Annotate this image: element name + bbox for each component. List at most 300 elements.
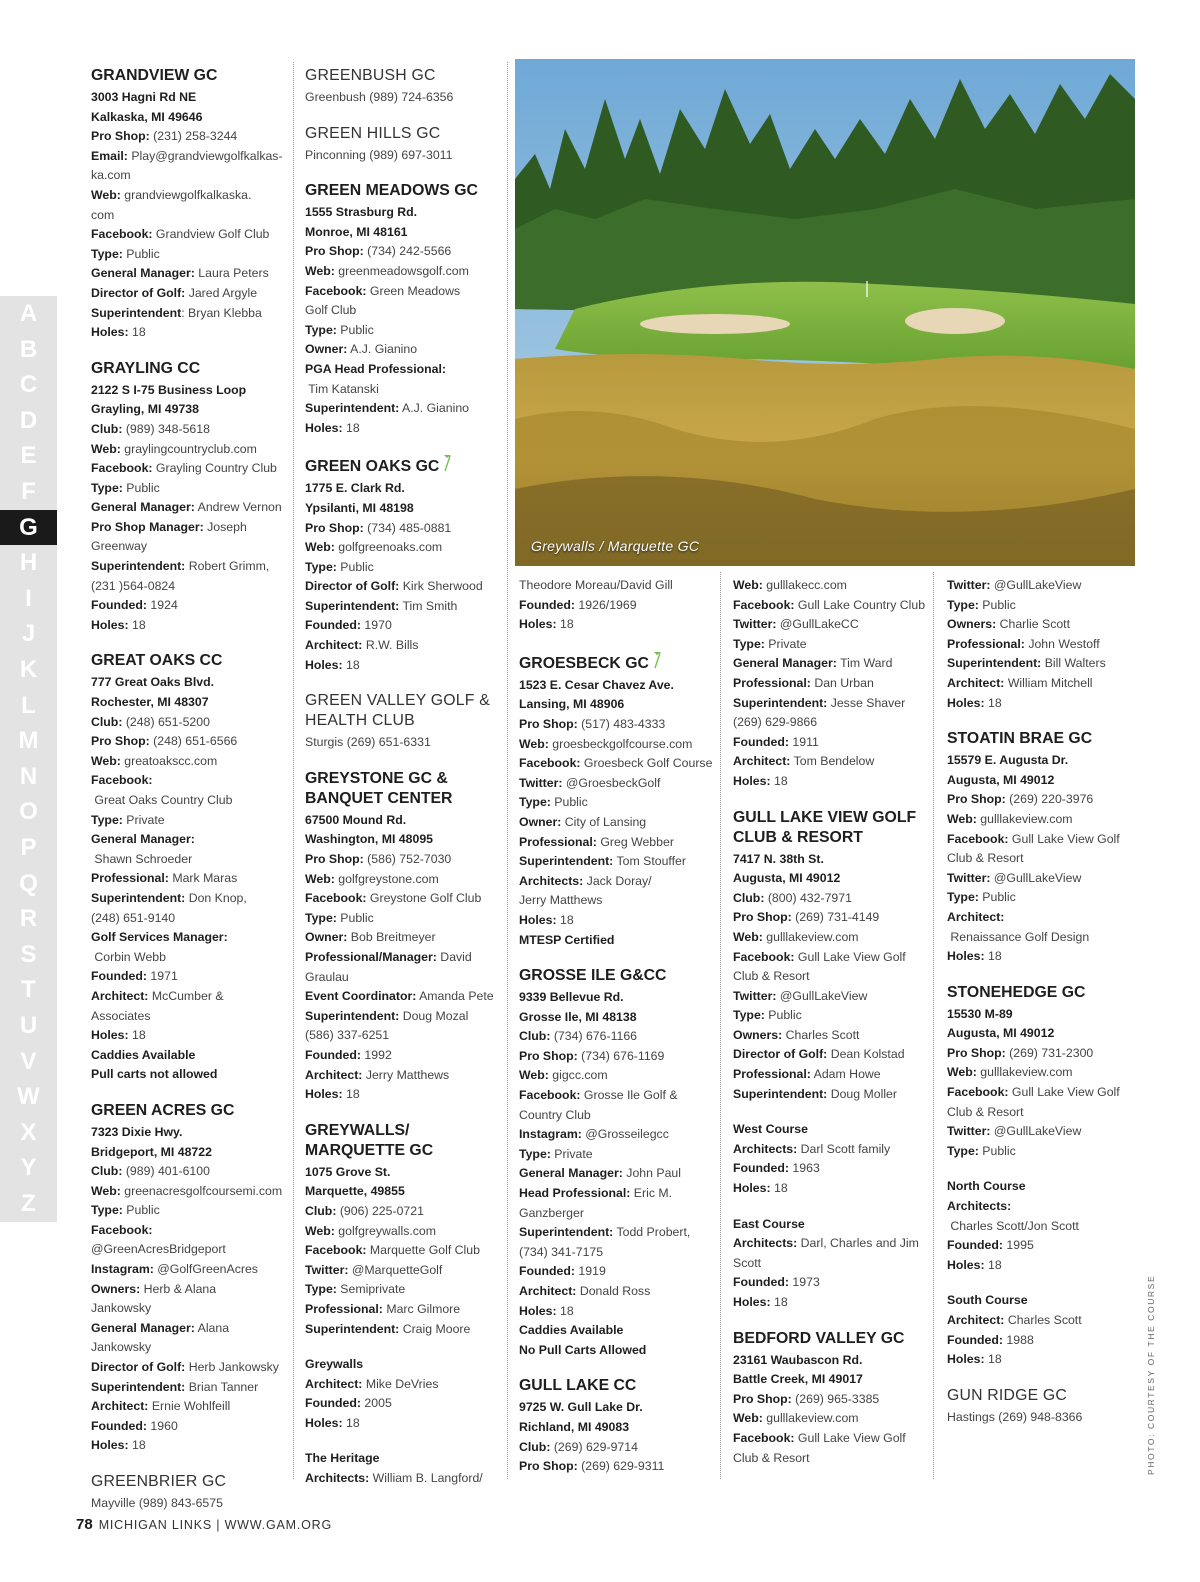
- field-value: 1911: [789, 734, 819, 749]
- alpha-letter-k: K: [19, 656, 38, 683]
- listing-field: [305, 636, 500, 656]
- field-value: Semiprivate: [336, 1282, 406, 1297]
- listing-field: [91, 869, 286, 889]
- course-listing: [305, 1121, 500, 1489]
- field-label: Type:: [947, 597, 979, 612]
- listing-detail: Lansing, MI 48906: [519, 697, 625, 712]
- course-name-text: GREEN OAKS GC: [305, 458, 440, 476]
- alpha-letter-z: Z: [21, 1190, 36, 1217]
- listing-field: [91, 440, 286, 460]
- publication-name: MICHIGAN LINKS | WWW.GAM.ORG: [98, 1518, 332, 1532]
- field-label: Founded:: [91, 598, 148, 613]
- field-label: Holes:: [91, 1438, 129, 1453]
- listing-field: [519, 1164, 714, 1184]
- listing-column-1: [91, 66, 286, 1530]
- field-value: @Grosseilegcc: [581, 1127, 669, 1142]
- field-label: Holes:: [947, 949, 985, 964]
- column-divider: [720, 572, 721, 1479]
- course-name: [305, 1121, 500, 1161]
- listing-detail: No Pull Carts Allowed: [519, 1342, 647, 1357]
- field-label: Founded:: [305, 618, 362, 633]
- field-value: 1992: [361, 1047, 392, 1062]
- listing-detail: 15579 E. Augusta Dr.: [947, 753, 1069, 768]
- field-label: Pro Shop:: [305, 852, 364, 867]
- field-value: 1971: [147, 969, 178, 984]
- course-listing: [947, 729, 1142, 967]
- field-label: Club:: [305, 1203, 337, 1218]
- listing-field: [305, 1414, 500, 1434]
- field-label: Twitter:: [519, 775, 563, 790]
- listing-field: [947, 576, 1142, 596]
- listing-detail: Augusta, MI 49012: [947, 772, 1055, 787]
- field-value: Public: [336, 322, 374, 337]
- field-value: (989) 348-5618: [122, 421, 210, 436]
- listing-field: [91, 928, 286, 967]
- field-value: @GullLakeView: [776, 988, 868, 1003]
- listing-field: [305, 1241, 500, 1261]
- field-value: greenacresgolfcoursemi.com: [120, 1183, 283, 1198]
- field-value: Private: [550, 1146, 593, 1161]
- listing-field: [91, 323, 286, 343]
- listing-field: [733, 576, 928, 596]
- listing-detail: Mayville (989) 843-6575: [91, 1496, 223, 1510]
- course-name-text: BEDFORD VALLEY GC: [733, 1329, 905, 1347]
- listing-detail: Washington, MI 48095: [305, 832, 434, 847]
- listing-detail: Kalkaska, MI 49646: [91, 109, 203, 124]
- listing-field: [733, 615, 928, 635]
- field-label: Superintendent:: [519, 1225, 614, 1240]
- field-value: (269) 629-9714: [550, 1439, 638, 1454]
- field-label: Facebook:: [305, 283, 367, 298]
- course-name-text: GUN RIDGE GC: [947, 1386, 1068, 1404]
- field-value: Bob Breitmeyer: [347, 930, 436, 945]
- listing-field: [519, 1047, 714, 1067]
- listing-field: [305, 282, 500, 302]
- field-label: Superintendent:: [305, 598, 400, 613]
- listing-column-4: [733, 576, 928, 1484]
- field-label: Architect:: [305, 1376, 363, 1391]
- field-label: Web:: [91, 753, 121, 768]
- listing-detail: Battle Creek, MI 49017: [733, 1372, 863, 1387]
- field-value: Andrew Vernon: [194, 500, 282, 515]
- field-value: Grandview Golf Club: [152, 227, 270, 242]
- listing-detail: Sturgis (269) 651-6331: [305, 735, 431, 750]
- listing-field: [91, 225, 286, 245]
- column-divider: [933, 572, 934, 1479]
- field-label: Director of Golf:: [733, 1047, 828, 1062]
- field-value: gulllakeview.com: [762, 929, 859, 944]
- field-label: Event Coordinator:: [305, 989, 417, 1004]
- listing-detail: Country Club: [519, 1107, 591, 1122]
- field-label: Facebook:: [305, 891, 367, 906]
- listing-field: [947, 654, 1142, 674]
- field-label: Holes:: [305, 1087, 343, 1102]
- field-label: Superintendent:: [733, 695, 828, 710]
- field-label: Founded:: [947, 1238, 1004, 1253]
- field-value: gulllakecc.com: [762, 578, 847, 592]
- course-name: [519, 966, 714, 986]
- listing-detail: Pull carts not allowed: [91, 1067, 218, 1082]
- field-value: Public: [336, 559, 374, 574]
- listing-field: [519, 833, 714, 853]
- course-name: [91, 1101, 286, 1121]
- field-value: gigcc.com: [548, 1068, 608, 1083]
- page-number: 78: [76, 1516, 93, 1533]
- field-label: Pro Shop:: [519, 716, 578, 731]
- listing-field: [519, 1184, 714, 1204]
- field-value: Marc Gilmore: [382, 1301, 461, 1316]
- listing-field: [91, 1026, 286, 1046]
- alpha-letter-x: X: [20, 1118, 37, 1146]
- field-value: @GroesbeckGolf: [562, 775, 661, 790]
- field-value: (734) 676-1166: [550, 1029, 638, 1044]
- listing-field: [305, 340, 500, 360]
- field-label: Golf Services Manager:: [91, 930, 228, 945]
- field-value: Shawn Schroeder: [91, 851, 193, 866]
- listing-field: [305, 399, 500, 419]
- alpha-letter-o: O: [19, 798, 38, 826]
- field-label: Owner:: [305, 342, 348, 357]
- listing-field: [947, 596, 1142, 616]
- course-listing: [733, 576, 928, 792]
- field-label: Pro Shop:: [305, 244, 364, 259]
- field-label: Holes:: [733, 1181, 771, 1196]
- field-label: Web:: [305, 871, 335, 886]
- alpha-letter-d: D: [19, 406, 38, 434]
- field-label: Holes:: [91, 325, 129, 340]
- course-name: [305, 66, 500, 86]
- page-footer: [76, 1516, 332, 1533]
- listing-detail: Jerry Matthews: [519, 893, 603, 908]
- listing-field: [519, 615, 714, 635]
- listing-detail: Richland, MI 49083: [519, 1419, 630, 1434]
- listing-field: [733, 1293, 928, 1313]
- listing-field: [519, 596, 714, 616]
- field-label: Type:: [947, 1143, 979, 1158]
- course-listing: [305, 181, 500, 438]
- course-listing: [519, 651, 714, 950]
- field-value: Groesbeck Golf Course: [580, 756, 713, 771]
- listing-field: [91, 616, 286, 636]
- course-listing: [947, 576, 1142, 713]
- course-name: [305, 454, 500, 477]
- listing-field: [947, 1142, 1142, 1162]
- field-value: (269) 965-3385: [791, 1391, 880, 1406]
- field-label: Holes:: [519, 617, 557, 632]
- listing-detail: ka.com: [91, 168, 131, 183]
- listing-field: [91, 459, 286, 479]
- alpha-letter-l: L: [21, 691, 36, 719]
- listing-detail: Greywalls: [305, 1357, 364, 1372]
- listing-detail: East Course: [733, 1216, 805, 1231]
- listing-field: [305, 870, 500, 890]
- field-label: General Manager:: [519, 1166, 623, 1181]
- listing-field: [519, 735, 714, 755]
- course-listing: [947, 1386, 1142, 1428]
- field-value: Eric M.: [630, 1186, 673, 1201]
- listing-field: [947, 694, 1142, 714]
- listing-field: [91, 518, 286, 538]
- field-value: gulllakeview.com: [976, 811, 1073, 826]
- listing-field: [305, 597, 500, 617]
- listing-column-2: [305, 66, 500, 1505]
- course-listing: [91, 66, 286, 343]
- listing-field: [305, 1375, 500, 1395]
- field-label: Twitter:: [733, 988, 777, 1003]
- course-name-text: GROSSE ILE G&CC: [519, 967, 667, 985]
- alpha-letter-f: F: [21, 478, 36, 505]
- field-value: Public: [978, 890, 1016, 905]
- photo-caption: Greywalls / Marquette GC: [531, 538, 700, 554]
- field-value: Great Oaks Country Club: [91, 793, 233, 807]
- course-name: [305, 691, 500, 731]
- field-value: Jerry Matthews: [362, 1067, 450, 1082]
- field-value: 1960: [147, 1418, 178, 1433]
- listing-field: [733, 1159, 928, 1179]
- listing-field: [733, 1045, 928, 1065]
- alpha-letter-g: G: [0, 510, 57, 546]
- listing-field: [305, 616, 500, 636]
- field-value: 18: [770, 773, 788, 788]
- field-value: City of Lansing: [561, 814, 647, 829]
- course-name: [91, 66, 286, 86]
- listing-detail: Grosse Ile, MI 48138: [519, 1009, 637, 1024]
- field-label: Pro Shop:: [91, 129, 150, 144]
- field-value: 18: [342, 1415, 360, 1430]
- field-value: Donald Ross: [576, 1284, 651, 1298]
- field-label: Holes:: [733, 1295, 771, 1309]
- field-value: Gull Lake Country Club: [794, 597, 926, 612]
- field-label: Holes:: [733, 773, 771, 788]
- field-label: Architect:: [947, 675, 1005, 690]
- listing-field: [91, 304, 286, 324]
- course-listing: [91, 1101, 286, 1456]
- listing-detail: Club & Resort: [733, 969, 810, 984]
- field-value: 18: [556, 617, 574, 632]
- spacer: [733, 1104, 928, 1120]
- course-name-text: GREENBRIER GC: [91, 1473, 227, 1490]
- course-name: [519, 651, 714, 674]
- field-value: Tim Ward: [836, 656, 893, 671]
- field-value: 18: [556, 912, 574, 927]
- listing-field: [519, 1302, 714, 1322]
- field-label: Architect:: [305, 1067, 363, 1082]
- course-listing: [305, 66, 500, 108]
- alpha-letter-u: U: [19, 1012, 38, 1039]
- listing-field: [305, 948, 500, 968]
- spacer: [947, 1275, 1142, 1291]
- listing-field: [519, 911, 714, 931]
- field-label: Pro Shop:: [947, 1045, 1006, 1060]
- course-name-text: GULL LAKE CC: [519, 1377, 637, 1395]
- field-label: Founded:: [733, 734, 790, 749]
- course-listing: [91, 1472, 286, 1514]
- field-label: Pro Shop:: [91, 734, 150, 749]
- field-label: Architect:: [519, 1284, 577, 1298]
- field-label: Type:: [305, 910, 337, 925]
- field-value: (269) 629-9311: [577, 1459, 665, 1474]
- listing-field: [733, 1409, 928, 1429]
- field-value: Mark Maras: [168, 871, 238, 886]
- field-value: 18: [342, 1087, 360, 1102]
- alphabet-index: [0, 296, 57, 1222]
- field-value: 18: [770, 1295, 788, 1309]
- field-value: Ernie Wohlfeill: [148, 1399, 231, 1414]
- listing-field: [947, 674, 1142, 694]
- field-label: Web:: [519, 1068, 549, 1083]
- listing-detail: Greenbush (989) 724-6356: [305, 90, 454, 104]
- field-label: Founded:: [91, 1418, 148, 1433]
- course-listing: [733, 1329, 928, 1469]
- field-value: Play@grandviewgolfkalkas-: [127, 148, 283, 163]
- field-label: Web:: [305, 540, 335, 555]
- listing-field: [947, 947, 1142, 967]
- field-label: General Manager:: [91, 1320, 195, 1335]
- listing-field: [733, 635, 928, 655]
- listing-field: [305, 419, 500, 439]
- field-value: @GullLakeView: [990, 870, 1082, 885]
- field-value: Jesse Shaver: [827, 695, 906, 710]
- field-label: Club:: [91, 1164, 123, 1179]
- listing-field: [91, 284, 286, 304]
- listing-field: [91, 1436, 286, 1456]
- field-label: Pro Shop:: [519, 1048, 578, 1063]
- field-value: 1926/1969: [575, 597, 637, 612]
- listing-field: [733, 948, 928, 968]
- alpha-letter-h: H: [19, 549, 38, 577]
- field-value: Darl, Charles and Jim: [797, 1236, 919, 1251]
- field-value: Public: [336, 910, 374, 925]
- field-label: Professional:: [305, 1301, 383, 1316]
- listing-detail: Rochester, MI 48307: [91, 695, 209, 710]
- field-label: Type:: [91, 480, 123, 495]
- listing-field: [91, 830, 286, 869]
- course-name: [947, 729, 1142, 749]
- field-label: Facebook:: [519, 1088, 581, 1103]
- listing-field: [305, 889, 500, 909]
- field-value: Green Meadows: [366, 283, 461, 298]
- field-value: Corbin Webb: [91, 949, 166, 964]
- listing-field: [947, 888, 1142, 908]
- course-name: [733, 1329, 928, 1349]
- field-label: Web:: [733, 1411, 763, 1426]
- listing-field: [947, 1331, 1142, 1351]
- listing-detail: Ganzberger: [519, 1205, 584, 1220]
- field-value: Doug Mozal: [399, 1008, 469, 1023]
- field-value: @GullLakeView: [990, 578, 1082, 592]
- field-label: Architect:: [305, 638, 363, 653]
- listing-detail: Pinconning (989) 697-3011: [305, 147, 453, 162]
- field-value: golfgreystone.com: [334, 871, 439, 886]
- listing-field: [519, 1282, 714, 1302]
- field-value: 1988: [1003, 1332, 1034, 1347]
- field-label: Facebook:: [733, 949, 795, 964]
- field-label: Web:: [91, 187, 121, 202]
- field-value: Alana: [194, 1320, 230, 1335]
- field-label: Founded:: [91, 969, 148, 984]
- listing-detail: Ypsilanti, MI 48198: [305, 500, 414, 515]
- listing-column-5: [947, 576, 1142, 1443]
- field-label: Holes:: [305, 1415, 343, 1430]
- course-name: [91, 1472, 286, 1492]
- course-name-text: GREAT OAKS CC: [91, 652, 223, 670]
- field-label: General Manager:: [91, 500, 195, 515]
- field-label: Email:: [91, 148, 128, 163]
- alpha-letter-i: I: [25, 584, 32, 612]
- field-value: John Paul: [622, 1166, 682, 1181]
- listing-field: [733, 1140, 928, 1160]
- field-label: Professional:: [91, 871, 169, 886]
- field-label: Director of Golf:: [305, 579, 400, 594]
- field-label: Superintendent:: [91, 890, 186, 905]
- listing-detail: South Course: [947, 1293, 1028, 1308]
- listing-detail: 23161 Waubascon Rd.: [733, 1352, 863, 1367]
- listing-detail: Club & Resort: [733, 1450, 810, 1465]
- alpha-letter-e: E: [20, 442, 37, 470]
- field-label: Superintendent: [91, 305, 182, 320]
- listing-detail: 777 Great Oaks Blvd.: [91, 675, 215, 690]
- field-label: Superintendent:: [519, 854, 614, 869]
- field-label: Pro Shop:: [305, 520, 364, 535]
- listing-detail: 9725 W. Gull Lake Dr.: [519, 1400, 643, 1415]
- listing-field: [733, 694, 928, 714]
- listing-field: [305, 262, 500, 282]
- listing-detail: 1075 Grove St.: [305, 1164, 391, 1179]
- field-value: 18: [128, 617, 146, 632]
- field-value: Greystone Golf Club: [366, 891, 482, 906]
- field-label: Twitter:: [947, 870, 991, 885]
- field-label: Holes:: [91, 1028, 129, 1043]
- field-value: 18: [342, 420, 360, 435]
- field-value: 18: [128, 1028, 146, 1043]
- field-label: Facebook:: [519, 756, 581, 771]
- field-label: Facebook:: [733, 1430, 795, 1445]
- field-value: 1973: [789, 1275, 820, 1290]
- listing-detail: Bridgeport, MI 48722: [91, 1144, 212, 1159]
- course-name-text: GREYSTONE GC & BANQUET CENTER: [305, 769, 453, 807]
- field-value: Tim Katanski: [305, 381, 379, 396]
- flag-icon: [442, 454, 452, 472]
- listing-field: [91, 1182, 286, 1202]
- field-value: (269) 220-3976: [1005, 792, 1094, 807]
- field-label: Architect:: [733, 754, 791, 769]
- listing-field: [519, 1066, 714, 1086]
- field-value: (586) 752-7030: [363, 852, 452, 867]
- field-value: Public: [550, 795, 588, 810]
- field-value: @GullLakeCC: [776, 617, 859, 632]
- field-label: Founded:: [519, 597, 576, 612]
- listing-detail: Facebook:: [91, 1222, 153, 1237]
- listing-field: [733, 1273, 928, 1293]
- field-label: Web:: [305, 1223, 335, 1238]
- listing-field: [305, 577, 500, 597]
- field-label: Director of Golf:: [91, 1360, 186, 1375]
- listing-detail: Jankowsky: [91, 1340, 152, 1355]
- listing-detail: 67500 Mound Rd.: [305, 812, 407, 827]
- field-label: Twitter:: [947, 1124, 991, 1139]
- listing-field: [91, 811, 286, 831]
- listing-field: [947, 635, 1142, 655]
- field-label: Holes:: [305, 420, 343, 435]
- listing-detail: 3003 Hagni Rd NE: [91, 90, 197, 104]
- field-value: graylingcountryclub.com: [120, 441, 257, 456]
- field-value: 2005: [361, 1396, 392, 1411]
- field-label: Architect:: [947, 1313, 1005, 1327]
- listing-field: [733, 889, 928, 909]
- listing-field: [733, 1026, 928, 1046]
- field-value: Adam Howe: [810, 1067, 881, 1082]
- field-value: Public: [122, 246, 160, 261]
